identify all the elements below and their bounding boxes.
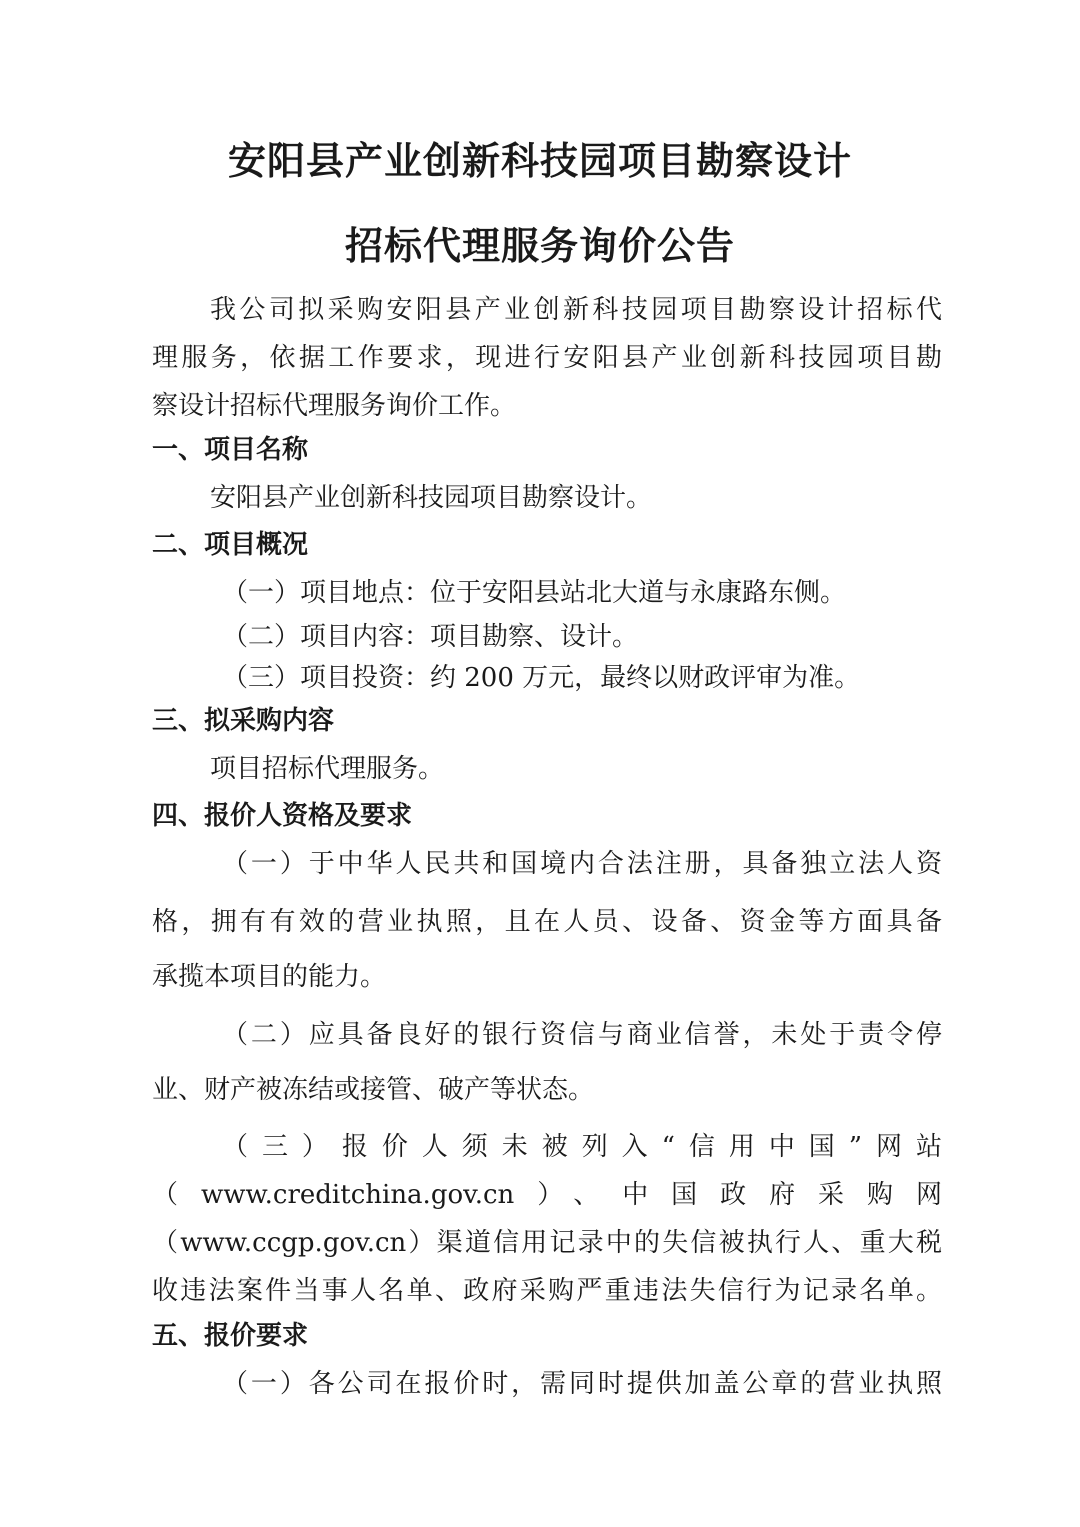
- section-4-heading: 四、报价人资格及要求: [152, 801, 413, 831]
- section-2-line-2: （二）项目内容：项目勘察、设计。: [222, 622, 639, 652]
- section-4-item-2-line-1: （二）应具备良好的银行资信与商业信誉，未处于责令停: [222, 1020, 942, 1050]
- section-2-line-3: （三）项目投资：约 200 万元，最终以财政评审为准。: [222, 663, 861, 693]
- section-3-heading: 三、拟采购内容: [152, 706, 335, 736]
- document-title-line-1: 安阳县产业创新科技园项目勘察设计: [227, 139, 852, 183]
- document-title-line-2: 招标代理服务询价公告: [344, 224, 735, 268]
- section-5-heading: 五、报价要求: [152, 1321, 309, 1351]
- section-4-item-1-line-3: 承揽本项目的能力。: [152, 962, 387, 992]
- section-5-line-1: （一）各公司在报价时，需同时提供加盖公章的营业执照: [222, 1369, 942, 1399]
- section-4-item-3-line-1: （三）报价人须未被列入“信用中国”网站: [222, 1132, 942, 1162]
- intro-line-3: 察设计招标代理服务询价工作。: [152, 391, 517, 421]
- section-2-line-1: （一）项目地点：位于安阳县站北大道与永康路东侧。: [222, 578, 847, 608]
- section-3-line-1: 项目招标代理服务。: [210, 754, 445, 784]
- section-4-item-1-line-1: （一）于中华人民共和国境内合法注册，具备独立法人资: [222, 849, 942, 879]
- intro-line-2: 理服务，依据工作要求，现进行安阳县产业创新科技园项目勘: [152, 343, 942, 373]
- section-1-heading: 一、项目名称: [152, 435, 309, 465]
- section-4-item-3-line-3: （www.ccgp.gov.cn）渠道信用记录中的失信被执行人、重大税: [152, 1228, 942, 1258]
- intro-line-1: 我公司拟采购安阳县产业创新科技园项目勘察设计招标代: [210, 295, 942, 325]
- section-4-item-1-line-2: 格，拥有有效的营业执照，且在人员、设备、资金等方面具备: [152, 907, 942, 937]
- section-2-heading: 二、项目概况: [152, 530, 309, 560]
- section-1-line-1: 安阳县产业创新科技园项目勘察设计。: [210, 483, 653, 513]
- section-4-item-2-line-2: 业、财产被冻结或接管、破产等状态。: [152, 1075, 595, 1105]
- section-4-item-3-line-4: 收违法案件当事人名单、政府采购严重违法失信行为记录名单。: [152, 1276, 942, 1306]
- section-4-item-3-line-2: （www.creditchina.gov.cn）、中国政府采购网: [152, 1180, 942, 1210]
